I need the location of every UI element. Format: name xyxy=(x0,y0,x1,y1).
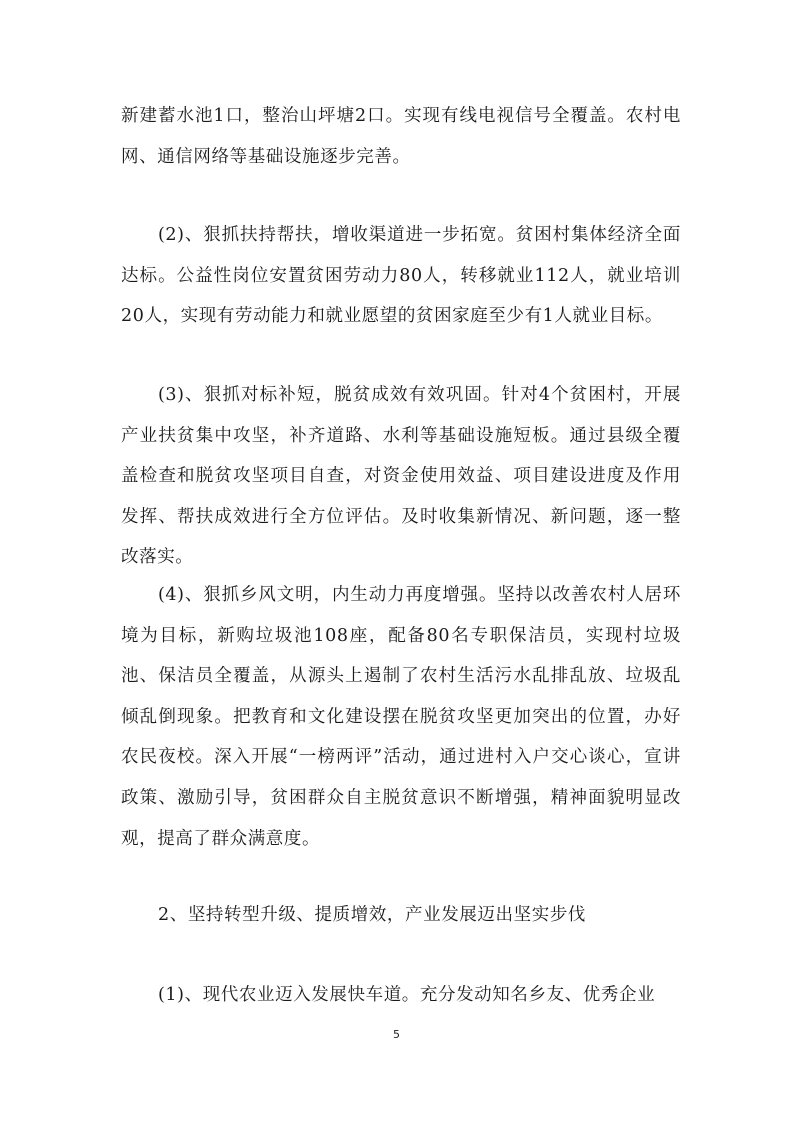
section-heading-industry: 2、坚持转型升级、提质增效，产业发展迈出坚实步伐 xyxy=(158,905,587,925)
paragraph-support-assistance: (2)、狠抓扶持帮扶，增收渠道进一步拓宽。贫困村集体经济全面达标。公益性岗位安置贫困劳动力80人，转移就业112人，就业培训20人，实现有劳动能力和就业愿望的贫困家庭至少有1人就业目标。 xyxy=(121,225,681,327)
paragraph-shortcomings: (3)、狠抓对标补短，脱贫成效有效巩固。针对4个贫困村，开展产业扶贫集中攻坚，补齐道路、水利等基础设施短板。通过县级全覆盖检查和脱贫攻坚项目自查，对资金使用效益、项目建设进度及作用发挥、帮扶成效进行全方位评估。及时收集新情况、新问题，逐一整改落实。 xyxy=(121,385,681,568)
paragraph-infrastructure: 新建蓄水池1口，整治山坪塘2口。实现有线电视信号全覆盖。农村电网、通信网络等基础设施逐步完善。 xyxy=(121,106,681,167)
paragraph-rural-civilization: (4)、狠抓乡风文明，内生动力再度增强。坚持以改善农村人居环境为目标，新购垃圾池108座，配备80名专职保洁员，实现村垃圾池、保洁员全覆盖，从源头上遏制了农村生活污水乱排乱放、垃圾乱倾乱倒现象。把教育和文化建设摆在脱贫攻坚更加突出的位置，办好农民夜校。深入开展“一榜两评”活动，通过进村入户交心谈心，宣讲政策、激励引导，贫困群众自主脱贫意识不断增强，精神面貌明显改观，提高了群众满意度。 xyxy=(121,585,681,849)
paragraph-modern-agriculture: (1)、现代农业迈入发展快车道。充分发动知名乡友、优秀企业 xyxy=(158,985,656,1005)
page-number: 5 xyxy=(393,1028,400,1041)
